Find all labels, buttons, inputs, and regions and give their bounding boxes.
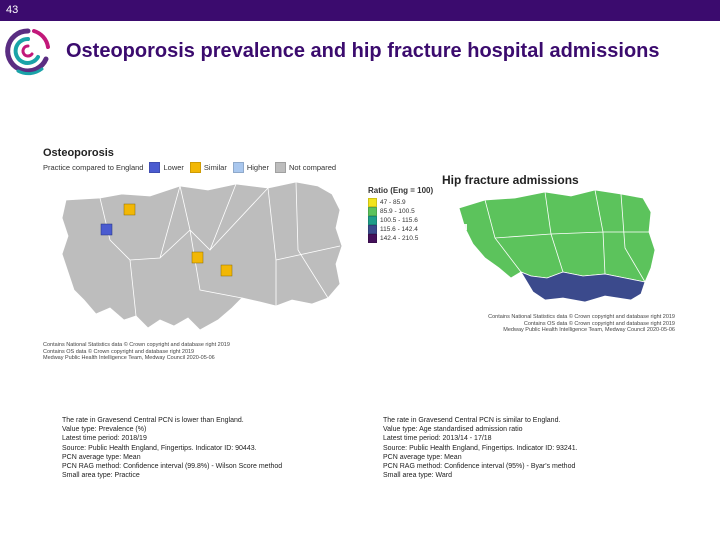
meta-line: Small area type: Ward [383, 472, 452, 480]
meta-line: The rate in Gravesend Central PCN is similar to England. [383, 417, 561, 424]
practice-marker-similar [221, 265, 232, 276]
meta-line: Value type: Prevalence (%) [62, 426, 147, 434]
osteoporosis-legend [43, 161, 342, 173]
legend-item-similar [190, 162, 227, 173]
credit-line: Contains OS data © Crown copyright and database right 2019 [43, 348, 195, 355]
practice-marker-lower [101, 224, 112, 235]
osteoporosis-map-title: Osteoporosis [43, 147, 114, 159]
hip-fracture-map-title: Hip fracture admissions [442, 173, 579, 187]
ratio-legend-item [368, 225, 418, 234]
legend-swatch [149, 162, 160, 173]
meta-line: Latest time period: 2018/19 [62, 435, 147, 443]
legend-item-label: Higher [246, 162, 269, 172]
ratio-legend-item [368, 207, 418, 216]
osteoporosis-metadata [62, 416, 282, 480]
ratio-legend [368, 198, 418, 243]
credit-line: Contains National Statistics data © Crown copyright and database right 2019 [43, 342, 230, 348]
legend-item-label: Similar [203, 162, 227, 172]
ratio-legend-item [368, 216, 418, 225]
meta-line: Value type: Age standardised admission ratio [383, 426, 523, 434]
map-area-green [459, 190, 655, 282]
ratio-legend-title: Ratio (Eng = 100) [368, 186, 434, 195]
osteoporosis-credits [43, 342, 230, 362]
ratio-legend-item [368, 234, 418, 243]
credit-line: Medway Public Health Intelligence Team, Medway Council 2020-05-06 [43, 355, 215, 361]
header-bar [0, 0, 720, 21]
meta-line: Source: Public Health England, Fingertips. Indicator ID: 90443. [62, 444, 257, 452]
meta-line: The rate in Gravesend Central PCN is lower than England. [62, 417, 244, 424]
meta-line: PCN RAG method: Confidence interval (99.8%) - Wilson Score method [62, 463, 283, 471]
meta-line: Latest time period: 2013/14 - 17/18 [383, 435, 492, 443]
ratio-legend-item [368, 198, 418, 207]
legend-item-label: 47 - 85.9 [380, 199, 406, 206]
practice-marker-similar [192, 252, 203, 263]
legend-label: Practice compared to England [43, 162, 144, 172]
hip-fracture-credits [463, 314, 675, 334]
meta-line: PCN average type: Mean [383, 453, 462, 461]
hip-fracture-map [455, 188, 677, 308]
hip-fracture-metadata [383, 416, 578, 480]
legend-item-lower [149, 162, 183, 173]
legend-swatch [368, 234, 377, 243]
legend-item-higher [233, 162, 269, 173]
osteoporosis-map [40, 180, 370, 340]
legend-swatch [368, 216, 377, 225]
legend-item-label: 85.9 - 100.5 [380, 208, 415, 215]
legend-swatch [233, 162, 244, 173]
legend-swatch [368, 198, 377, 207]
meta-line: PCN RAG method: Confidence interval (95%) - Byar's method [383, 463, 576, 471]
legend-item-not-compared [275, 162, 336, 173]
meta-line: Source: Public Health England, Fingertips. Indicator ID: 93241. [383, 444, 578, 452]
legend-item-label: Lower [163, 162, 184, 172]
slide-number: 43 [6, 4, 19, 16]
medway-logo-icon [4, 25, 52, 77]
credit-line: Contains National Statistics data © Crown copyright and database right 2019 [488, 314, 675, 320]
meta-line: PCN average type: Mean [62, 453, 141, 461]
credit-line: Contains OS data © Crown copyright and database right 2019 [523, 320, 675, 327]
legend-swatch [368, 207, 377, 216]
legend-item-label: 115.6 - 142.4 [380, 226, 418, 233]
legend-swatch [190, 162, 201, 173]
legend-swatch [368, 225, 377, 234]
page-title: Osteoporosis prevalence and hip fracture hospital admissions [66, 40, 660, 62]
legend-item-label: 142.4 - 210.5 [380, 235, 419, 242]
legend-item-label: Not compared [288, 162, 337, 172]
meta-line: Small area type: Practice [62, 472, 140, 480]
practice-marker-similar [124, 204, 135, 215]
credit-line: Medway Public Health Intelligence Team, Medway Council 2020-05-06 [503, 327, 675, 333]
legend-swatch [275, 162, 286, 173]
legend-item-label: 100.5 - 115.6 [380, 217, 418, 224]
